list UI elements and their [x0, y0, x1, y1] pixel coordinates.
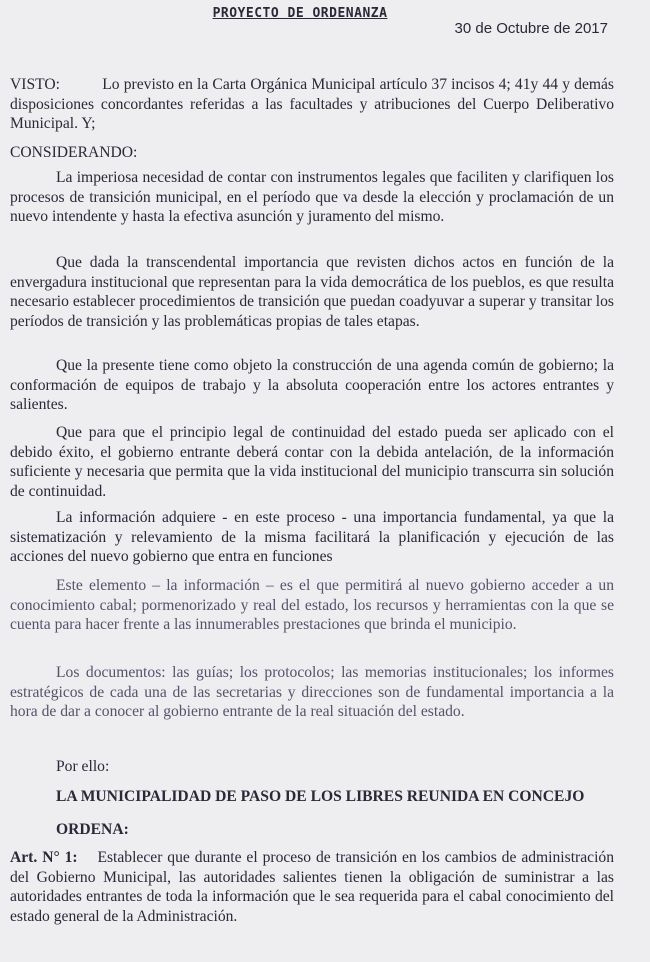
visto-section	[10, 75, 614, 134]
considerando-paragraph-6: Este elemento – la información – es el que permitirá al nuevo gobierno acceder a un conocimiento cabal; pormenorizado y real del estado, los recursos y herramientas con la que se cuenta para hacer frente a las innumerables prestaciones que brinda el municipio.	[10, 577, 614, 634]
articulo-1-label: Art. N° 1:	[10, 849, 78, 866]
considerando-paragraph-3: Que la presente tiene como objeto la construcción de una agenda común de gobierno; la conformación de equipos de trabajo y la absoluta cooperación entre los actores entrantes y salientes.	[10, 357, 614, 414]
considerando-paragraph-2: Que dada la transcendental importancia que revisten dichos actos en función de la envergadura institucional que representan para la vida democrática de los pueblos, es que resulta necesario establecer procedimientos de transición que puedan coadyuvar a superar y transitar los períodos de transición y las problemáticas propias de tales etapas.	[10, 254, 614, 330]
visto-label: VISTO:	[10, 76, 60, 93]
document-title: PROYECTO DE ORDENANZA	[212, 6, 388, 21]
articulo-1-text: Establecer que durante el proceso de transición en los cambios de administración del Gobierno Municipal, las autoridades salientes tienen la obligación de suministrar a las autoridades entrantes de toda la información que le sea requerida para el cabal conocimiento del estado general de la Administración.	[10, 849, 614, 925]
visto-text: Lo previsto en la Carta Orgánica Municipal artículo 37 incisos 4; 41y 44 y demás disposiciones concordantes referidas a las facultades y atribuciones del Cuerpo Deliberativo Municipal. Y;	[10, 76, 614, 133]
considerando-paragraph-1: La imperiosa necesidad de contar con instrumentos legales que faciliten y clarifiquen los procesos de transición municipal, en el período que va desde la elección y proclamación de un nuevo intendente y hasta la efectiva asunción y juramento del mismo.	[10, 169, 614, 226]
por-ello: Por ello:	[56, 758, 110, 775]
considerando-paragraph-4: Que para que el principio legal de continuidad del estado pueda ser aplicado con el debido éxito, el gobierno entrante deberá contar con la debida antelación, de la información suficiente y necesaria que permita que la vida institucional del municipio transcurra sin solución de continuidad.	[10, 424, 614, 500]
ordena-heading: ORDENA:	[56, 821, 129, 838]
document-date: 30 de Octubre de 2017	[454, 20, 608, 37]
considerando-paragraph-7: Los documentos: las guías; los protocolos; las memorias institucionales; los informes estratégicos de cada una de las secretarias y direcciones son de fundamental importancia a la hora de dar a conocer al gobierno entrante de la real situación del estado.	[10, 664, 614, 721]
articulo-1	[10, 848, 614, 926]
considerando-label: CONSIDERANDO:	[10, 144, 138, 161]
concejo-heading: LA MUNICIPALIDAD DE PASO DE LOS LIBRES REUNIDA EN CONCEJO	[56, 788, 585, 805]
considerando-paragraph-5: La información adquiere - en este proceso - una importancia fundamental, ya que la sistematización y relevamiento de la misma facilitará la planificación y ejecución de las acciones del nuevo gobierno que entra en funciones	[10, 509, 614, 566]
